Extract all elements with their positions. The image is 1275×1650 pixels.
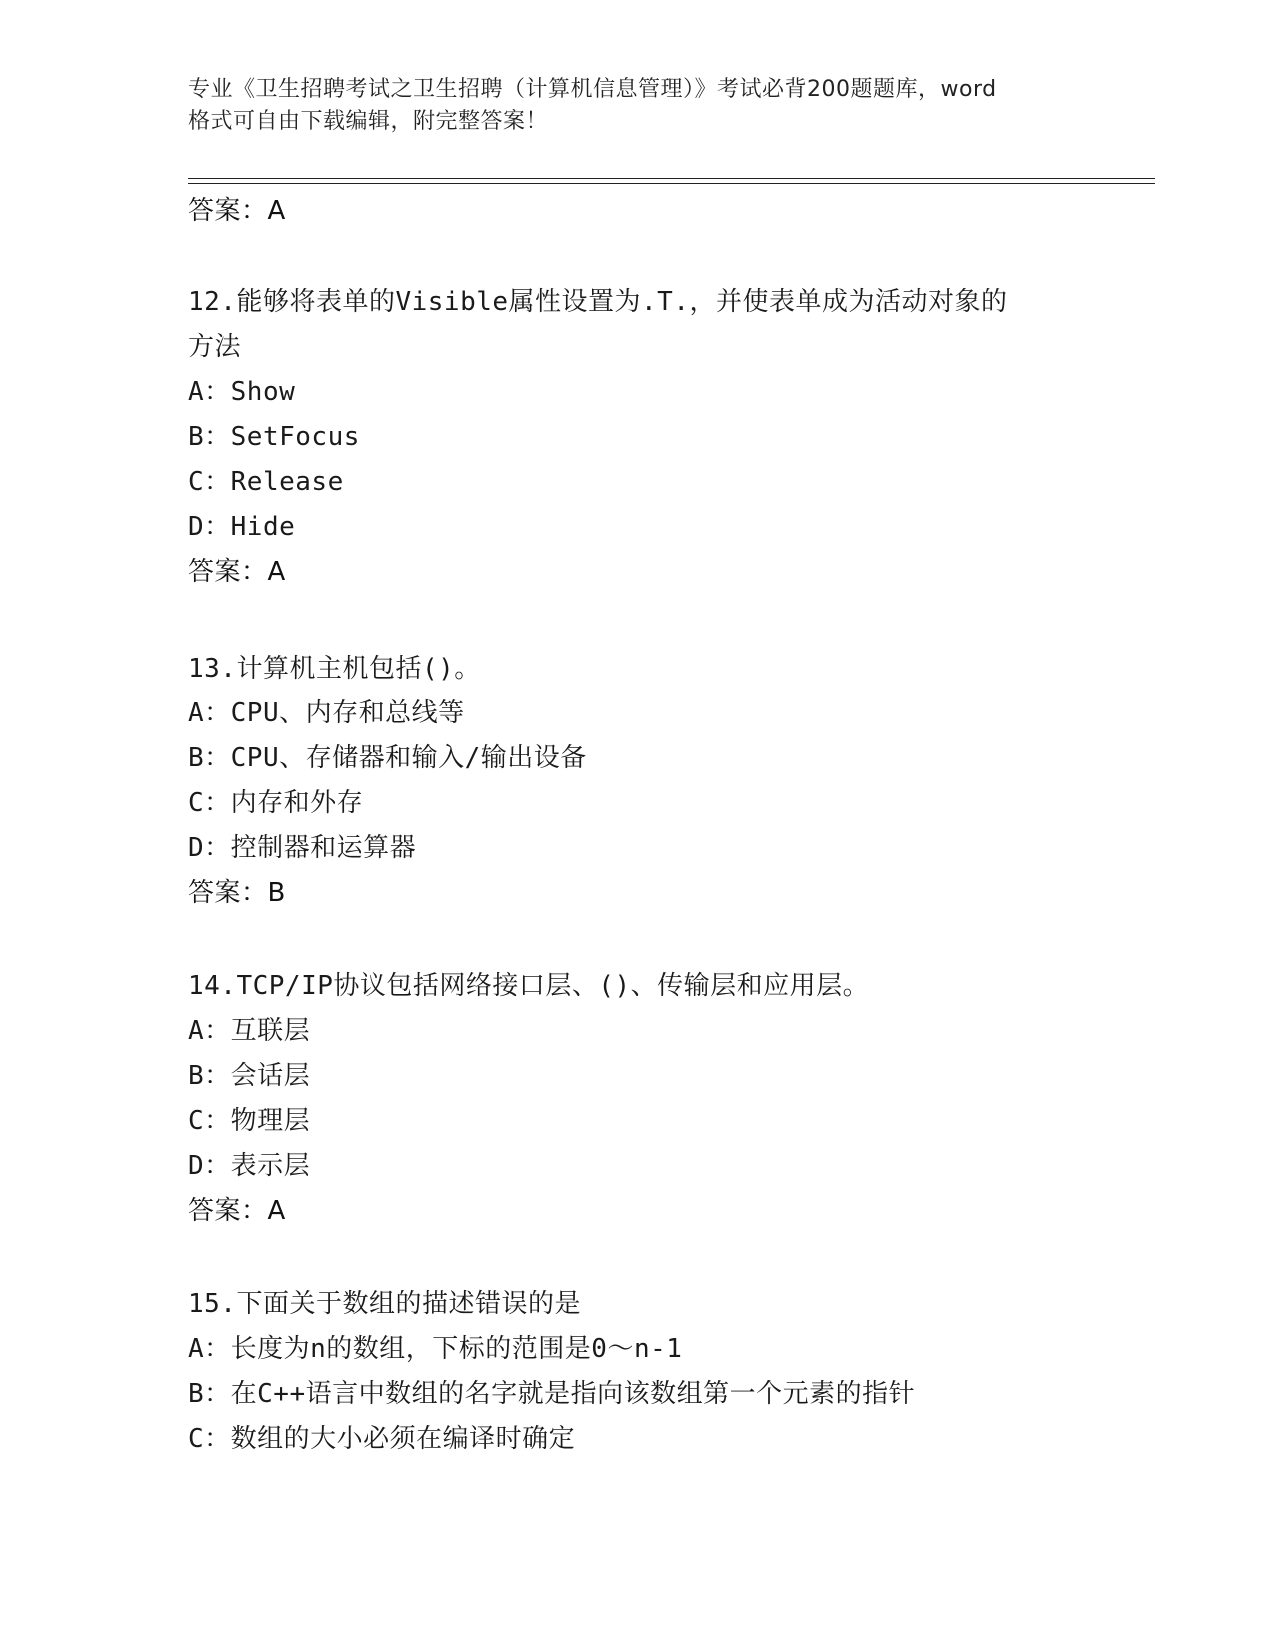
question-13-option-b: B：CPU、存储器和输入/输出设备 xyxy=(188,743,587,773)
header-line-2: 格式可自由下载编辑，附完整答案！ xyxy=(188,109,549,134)
question-13-text: 13.计算机主机包括()。 xyxy=(188,654,481,684)
question-15-option-c: C：数组的大小必须在编译时确定 xyxy=(188,1424,576,1454)
question-12-answer: 答案：A xyxy=(188,557,286,587)
question-12-text: 12.能够将表单的Visible属性设置为.T.，并使表单成为活动对象的 xyxy=(188,287,1008,317)
question-12-option-b: B：SetFocus xyxy=(188,422,360,452)
document-header xyxy=(188,74,1088,138)
question-14-option-b: B：会话层 xyxy=(188,1061,311,1091)
question-12-option-a: A：Show xyxy=(188,377,296,407)
question-14-answer: 答案：A xyxy=(188,1196,286,1226)
question-15-text: 15.下面关于数组的描述错误的是 xyxy=(188,1289,581,1319)
question-12-option-d: D：Hide xyxy=(188,512,296,542)
answer-previous: 答案：A xyxy=(188,196,286,226)
question-15-option-b: B：在C++语言中数组的名字就是指向该数组第一个元素的指针 xyxy=(188,1379,916,1409)
question-15-option-a: A：长度为n的数组，下标的范围是0～n-1 xyxy=(188,1334,683,1364)
question-14-option-d: D：表示层 xyxy=(188,1151,311,1181)
header-divider-bottom xyxy=(188,183,1155,184)
question-13-answer: 答案：B xyxy=(188,878,286,908)
question-13-option-c: C：内存和外存 xyxy=(188,788,364,818)
question-13-option-a: A：CPU、内存和总线等 xyxy=(188,698,465,728)
question-12-option-c: C：Release xyxy=(188,467,344,497)
question-14-option-c: C：物理层 xyxy=(188,1106,311,1136)
question-12-text-cont: 方法 xyxy=(188,332,242,362)
header-line-1: 专业《卫生招聘考试之卫生招聘（计算机信息管理）》考试必背200题题库，word xyxy=(188,77,997,102)
question-13-option-d: D：控制器和运算器 xyxy=(188,833,417,863)
question-14-text: 14.TCP/IP协议包括网络接口层、()、传输层和应用层。 xyxy=(188,971,870,1001)
header-divider-top xyxy=(188,178,1155,179)
question-14-option-a: A：互联层 xyxy=(188,1016,311,1046)
